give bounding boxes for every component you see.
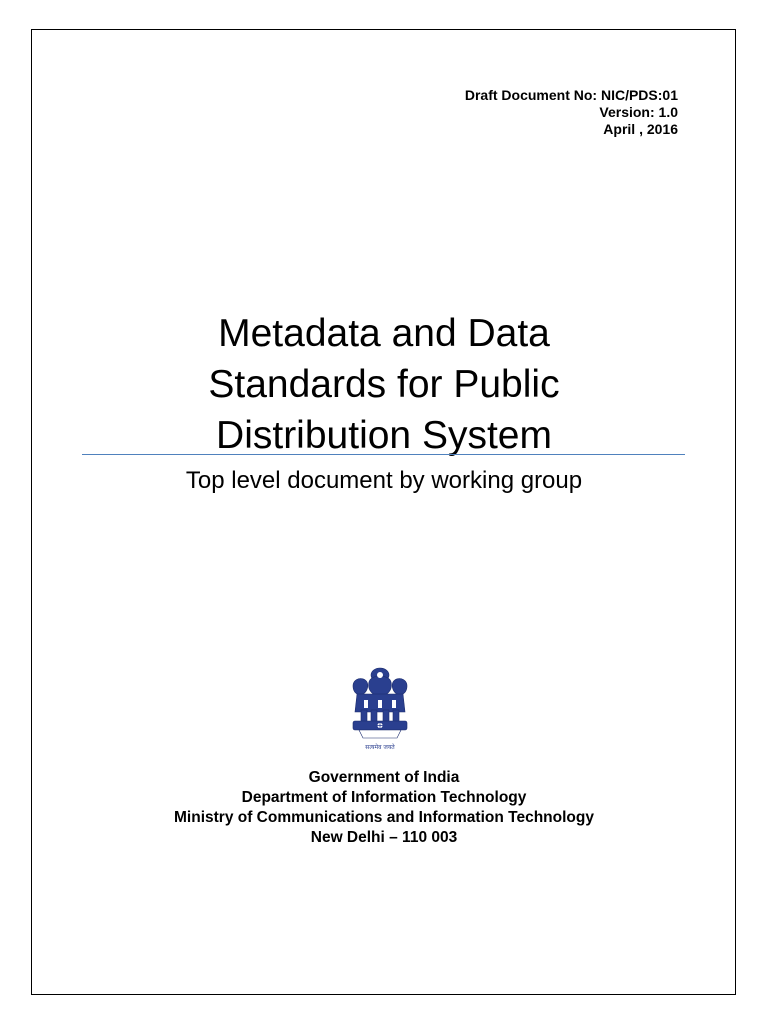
national-emblem-icon [347,666,413,754]
title-line-3: Distribution System [216,414,552,457]
document-number: Draft Document No: NIC/PDS:01 [464,87,678,103]
organization-ministry: Ministry of Communications and Information Technology [174,809,594,826]
organization-block [0,768,768,848]
title-line-2: Standards for Public [208,363,560,406]
title-line-1: Metadata and Data [218,312,550,355]
document-subtitle: Top level document by working group [185,467,583,494]
organization-government: Government of India [308,769,460,786]
title-divider [82,454,685,455]
organization-address: New Delhi – 110 003 [310,829,458,846]
svg-text:सत्यमेव जयते: सत्यमेव जयते [365,744,395,751]
page-border [31,29,736,995]
document-date: April , 2016 [603,121,678,137]
document-version: Version: 1.0 [599,104,678,120]
document-meta [465,87,678,138]
organization-department: Department of Information Technology [241,789,527,806]
document-title [0,308,768,461]
